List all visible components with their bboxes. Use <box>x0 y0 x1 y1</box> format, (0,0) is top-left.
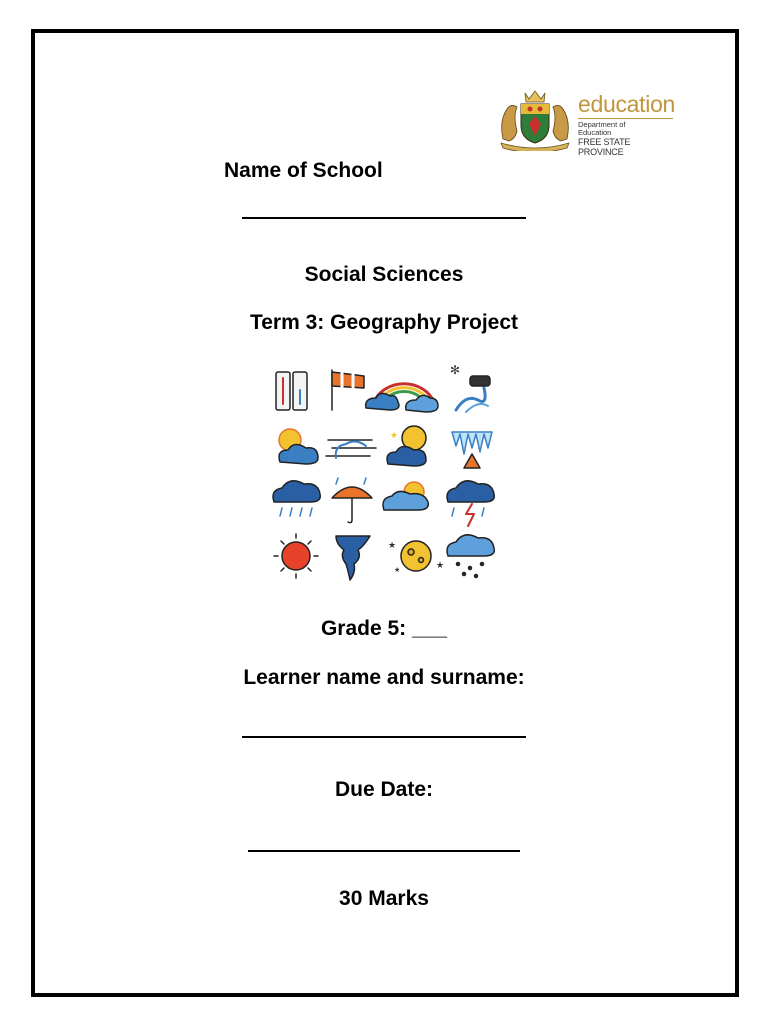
svg-text:✻: ✻ <box>450 363 461 377</box>
tornado-icon <box>336 536 370 580</box>
education-logo <box>497 87 677 157</box>
subject-title: Social Sciences <box>304 263 464 286</box>
logo-text <box>578 91 677 157</box>
svg-text:★: ★ <box>394 567 401 574</box>
rainbow-icon <box>366 384 438 412</box>
learner-name-label: Learner name and surname: <box>243 666 525 689</box>
svg-text:★: ★ <box>436 560 445 570</box>
moon-stars-icon <box>388 540 444 574</box>
icicles-warning-icon <box>452 432 492 468</box>
moon-cloud-icon <box>387 426 426 466</box>
snow-cloud-icon <box>447 535 494 578</box>
logo-line-2: Education <box>578 128 612 137</box>
due-date-line <box>248 850 520 852</box>
thermometer-icon <box>276 372 307 410</box>
coat-of-arms-icon <box>497 87 573 151</box>
weather-illustration <box>266 360 506 590</box>
logo-wordmark: education <box>578 91 676 117</box>
sun-cloud-icon <box>383 482 428 510</box>
school-name-label: Name of School <box>224 159 383 182</box>
due-date-label: Due Date: <box>334 778 434 801</box>
logo-divider <box>578 118 673 119</box>
icy-road-icon <box>450 363 490 412</box>
logo-line-3: FREE STATE PROVINCE <box>578 137 631 157</box>
svg-text:★: ★ <box>388 540 397 550</box>
fog-icon <box>326 440 376 458</box>
rain-cloud-icon <box>273 481 320 516</box>
thunderstorm-icon <box>447 481 494 526</box>
sun-icon <box>274 534 318 578</box>
svg-text:★: ★ <box>390 430 399 440</box>
logo-line-1: Department of <box>578 120 626 129</box>
marks-label: 30 Marks <box>339 887 429 910</box>
grade-label: Grade 5: ___ <box>320 617 448 640</box>
sun-cloud-icon <box>279 429 318 464</box>
learner-name-line <box>242 736 526 738</box>
project-title: Term 3: Geography Project <box>249 311 519 334</box>
umbrella-rain-icon <box>332 478 372 523</box>
windsock-icon <box>332 370 364 410</box>
school-name-line <box>242 217 526 219</box>
